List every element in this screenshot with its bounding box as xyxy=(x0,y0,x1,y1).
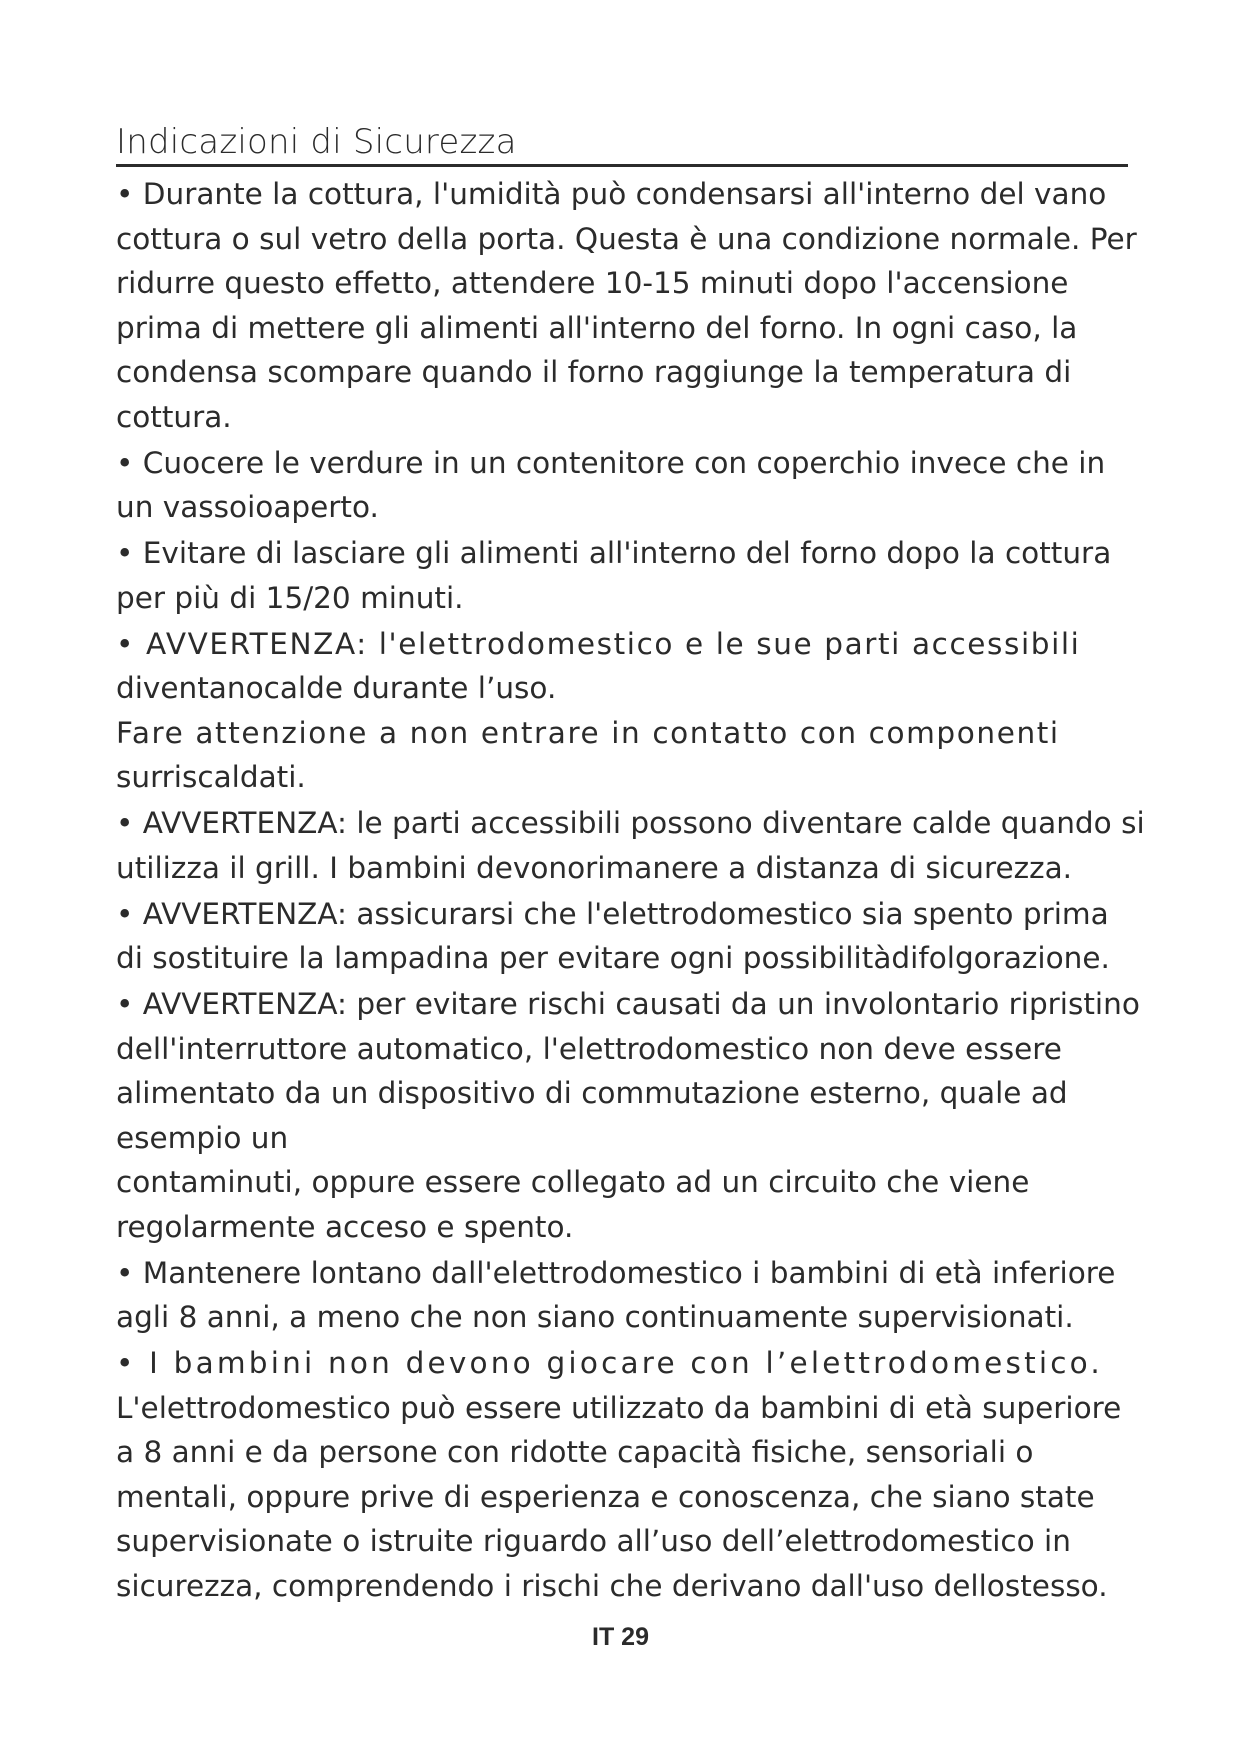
text-line: utilizza il grill. I bambini devonorimanere a distanza di sicurezza. xyxy=(116,850,1073,885)
text-line: cottura. xyxy=(116,399,232,434)
text-line: condensa scompare quando il forno raggiunge la temperatura di xyxy=(116,355,1072,389)
text-line: esempio un xyxy=(116,1120,289,1155)
text-line: di sostituire la lampadina per evitare ogni possibilitàdifolgorazione. xyxy=(116,941,1110,975)
text-line: alimentato da un dispositivo di commutazione esterno, quale ad xyxy=(116,1076,1068,1110)
text-line: • AVVERTENZA: le parti accessibili possono diventare calde quando si xyxy=(116,806,1145,840)
text-line: a 8 anni e da persone con ridotte capacità fisiche, sensoriali o xyxy=(116,1435,1034,1469)
page-number: IT 29 xyxy=(592,1623,649,1651)
text-line: • Durante la cottura, l'umidità può condensarsi all'interno del vano xyxy=(116,177,1107,211)
text-line: • AVVERTENZA: l'elettrodomestico e le sue parti accessibili xyxy=(116,626,1081,661)
text-line: supervisionate o istruite riguardo all’uso dell’elettrodomestico in xyxy=(116,1524,1071,1558)
text-line: agli 8 anni, a meno che non siano continuamente supervisionati. xyxy=(116,1300,1074,1334)
text-line: sicurezza, comprendendo i rischi che derivano dall'uso dellostesso. xyxy=(116,1568,1108,1603)
text-line: Fare attenzione a non entrare in contatto con componenti xyxy=(116,715,1060,750)
text-line: dell'interruttore automatico, l'elettrodomestico non deve essere xyxy=(116,1031,1062,1066)
safety-instructions-body xyxy=(116,172,1176,1608)
text-line: • AVVERTENZA: assicurarsi che l'elettrodomestico sia spento prima xyxy=(116,896,1109,931)
section-heading xyxy=(116,122,1128,167)
text-line: • Evitare di lasciare gli alimenti all'interno del forno dopo la cottura xyxy=(116,536,1112,570)
text-line: per più di 15/20 minuti. xyxy=(116,580,464,615)
text-line: • AVVERTENZA: per evitare rischi causati da un involontario ripristino xyxy=(116,987,1140,1021)
text-line: un vassoioaperto. xyxy=(116,490,379,524)
text-line: diventanocalde durante l’uso. xyxy=(116,671,557,705)
text-line: cottura o sul vetro della porta. Questa è una condizione normale. Per xyxy=(116,221,1137,256)
text-line: prima di mettere gli alimenti all'interno del forno. In ogni caso, la xyxy=(116,310,1078,345)
text-line: ridurre questo effetto, attendere 10-15 minuti dopo l'accensione xyxy=(116,266,1069,300)
text-line: L'elettrodomestico può essere utilizzato da bambini di età superiore xyxy=(116,1390,1122,1425)
section-heading-text: Indicazioni di Sicurezza xyxy=(116,122,517,162)
text-line: • I bambini non devono giocare con l’elettrodomestico. xyxy=(116,1346,1103,1380)
text-line: contaminuti, oppure essere collegato ad un circuito che viene xyxy=(116,1165,1030,1199)
text-line: • Mantenere lontano dall'elettrodomestico i bambini di età inferiore xyxy=(116,1255,1116,1290)
text-line: surriscaldati. xyxy=(116,760,306,794)
text-line: mentali, oppure prive di esperienza e conoscenza, che siano state xyxy=(116,1479,1095,1514)
text-line: regolarmente acceso e spento. xyxy=(116,1209,574,1244)
text-line: • Cuocere le verdure in un contenitore con coperchio invece che in xyxy=(116,445,1106,480)
